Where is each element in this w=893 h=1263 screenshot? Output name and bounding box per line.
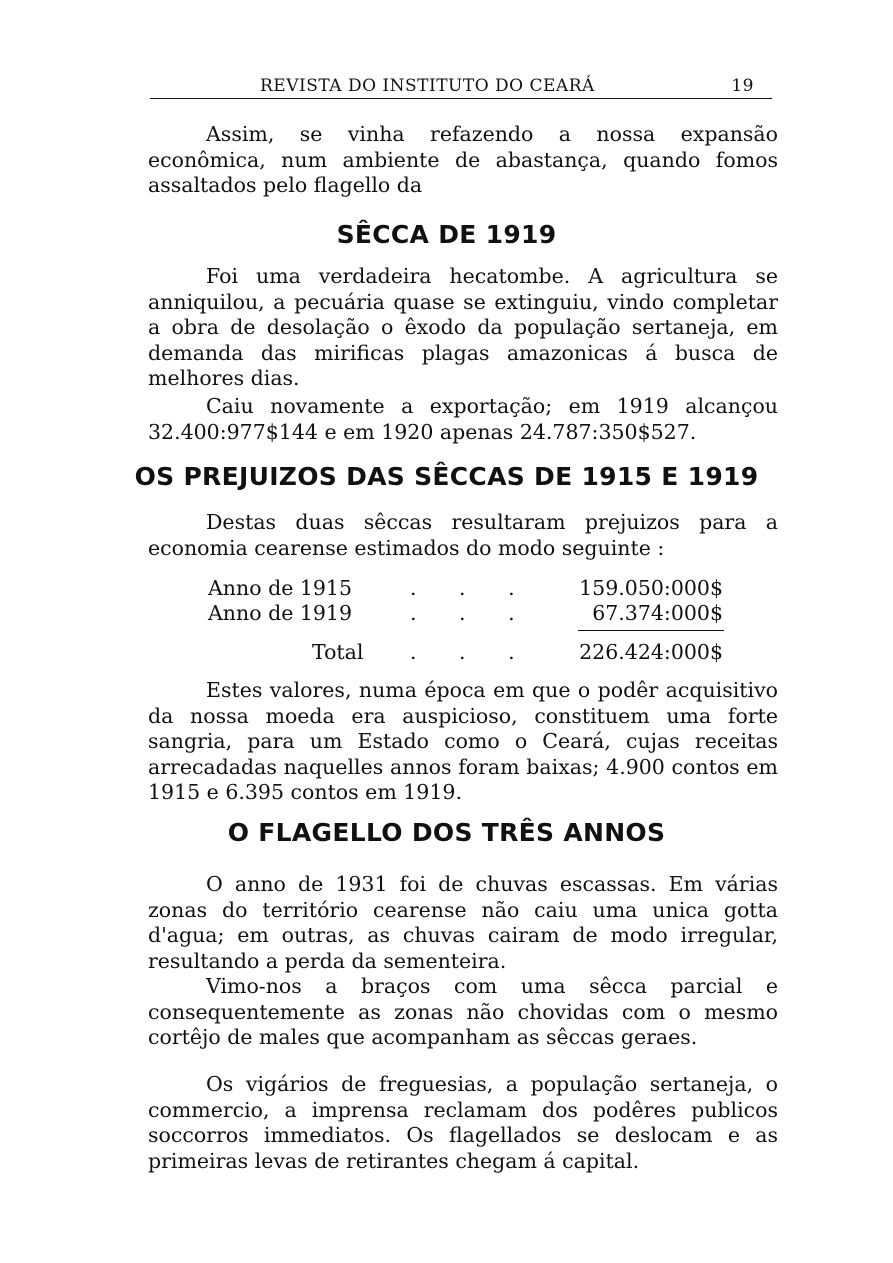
table-sum-rule <box>578 630 724 631</box>
table-row-label: Anno de 1915 <box>208 576 353 600</box>
table-row-value: 159.050:000$ <box>579 576 723 600</box>
table-total-leader: . . . <box>410 640 533 664</box>
table-row-label: Anno de 1919 <box>208 601 353 625</box>
paragraph-valores: Estes valores, numa época em que o podêr acquisitivo da nossa moeda era auspicioso, constituem uma forte sangria, para um Estado como o Ceará, cujas receitas arrecadadas naquelles annos foram baixas; 4.900 contos em 1915 e 6.395 contos em 1919. <box>148 678 778 805</box>
section-heading-secca-1919: SÊCCA DE 1919 <box>336 220 557 249</box>
losses-table <box>0 576 893 676</box>
paragraph-hecatombe: Foi uma verdadeira hecatombe. A agricultura se anniquilou, a pecuária quase se extinguiu, vindo completar a obra de desolação o êxodo da população sertaneja, em demanda das mirificas plagas amazonicas á busca de melhores dias. <box>148 264 778 391</box>
section-heading-flagello: O FLAGELLO DOS TRÊS ANNOS <box>227 818 666 847</box>
table-row-leader: . . . <box>410 576 533 600</box>
table-row-leader: . . . <box>410 601 533 625</box>
paragraph-exportacao: Caiu novamente a exportação; em 1919 alcançou 32.400:977$144 e em 1920 apenas 24.787:350$527. <box>148 394 778 444</box>
paragraph-prejuizos: Destas duas sêccas resultaram prejuizos para a economia cearense estimados do modo seguinte : <box>148 510 778 560</box>
table-total-label: Total <box>312 640 364 664</box>
page-number: 19 <box>731 76 754 96</box>
paragraph-anno-1931: O anno de 1931 foi de chuvas escassas. Em várias zonas do território cearense não caiu uma unica gotta d'agua; em outras, as chuvas cairam de modo irregular, resultando a perda da sementeira. <box>148 872 778 973</box>
running-header <box>150 74 772 99</box>
table-row-value: 67.374:000$ <box>592 601 723 625</box>
running-title: REVISTA DO INSTITUTO DO CEARÁ <box>260 76 595 96</box>
section-heading-prejuizos: OS PREJUIZOS DAS SÊCCAS DE 1915 E 1919 <box>134 462 759 491</box>
paragraph-secca-parcial: Vimo-nos a braços com uma sêcca parcial e consequentemente as zonas não chovidas com o mesmo cortêjo de males que acompanham as sêccas geraes. <box>148 974 778 1050</box>
table-total-value: 226.424:000$ <box>579 640 723 664</box>
paragraph-intro: Assim, se vinha refazendo a nossa expansão econômica, num ambiente de abastança, quando fomos assaltados pelo flagello da <box>148 122 778 198</box>
paragraph-vigarios: Os vigários de freguesias, a população sertaneja, o commercio, a imprensa reclamam dos podêres publicos soccorros immediatos. Os flagellados se deslocam e as primeiras levas de retirantes chegam á capital. <box>148 1072 778 1173</box>
